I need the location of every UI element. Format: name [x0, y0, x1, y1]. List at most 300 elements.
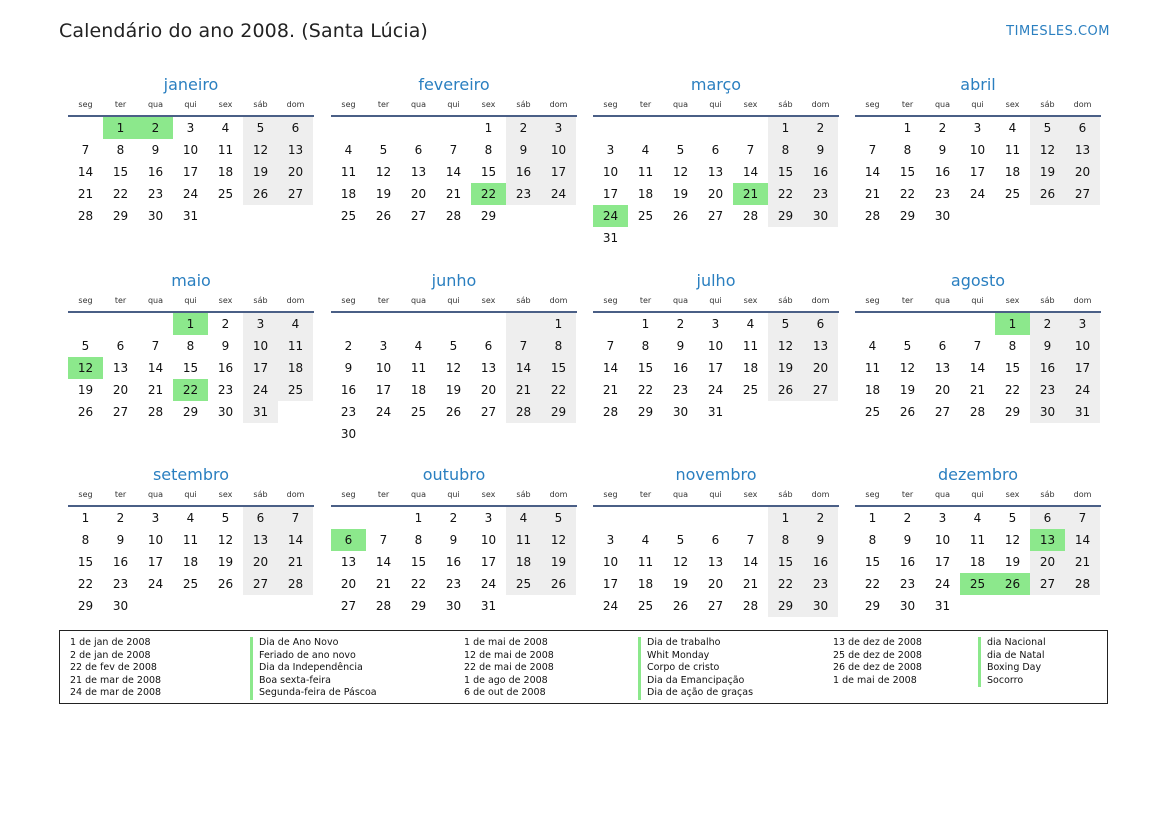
day-cell[interactable]: 27: [934, 405, 951, 419]
day-cell[interactable]: 21: [1065, 551, 1100, 573]
day-cell[interactable]: 19: [672, 577, 689, 591]
day-cell[interactable]: 25: [217, 187, 234, 201]
holiday-day-cell[interactable]: 2: [138, 117, 173, 139]
day-cell[interactable]: 19: [672, 187, 689, 201]
day-cell[interactable]: 6: [278, 117, 313, 139]
day-cell[interactable]: 19: [243, 161, 278, 183]
day-cell[interactable]: 30: [1030, 401, 1065, 423]
day-cell[interactable]: 30: [340, 427, 357, 441]
day-cell[interactable]: 21: [864, 187, 881, 201]
day-cell[interactable]: 23: [899, 577, 916, 591]
day-cell[interactable]: 7: [1065, 507, 1100, 529]
day-cell[interactable]: 25: [410, 405, 427, 419]
day-cell[interactable]: 28: [147, 405, 164, 419]
day-cell[interactable]: 12: [768, 335, 803, 357]
day-cell[interactable]: 31: [182, 209, 199, 223]
day-cell[interactable]: 12: [541, 529, 576, 551]
day-cell[interactable]: 26: [243, 183, 278, 205]
day-cell[interactable]: 26: [541, 573, 576, 595]
day-cell[interactable]: 19: [445, 383, 462, 397]
day-cell[interactable]: 15: [864, 555, 881, 569]
day-cell[interactable]: 26: [375, 209, 392, 223]
day-cell[interactable]: 18: [217, 165, 234, 179]
day-cell[interactable]: 30: [899, 599, 916, 613]
day-cell[interactable]: 21: [742, 577, 759, 591]
day-cell[interactable]: 9: [151, 143, 160, 157]
day-cell[interactable]: 29: [182, 405, 199, 419]
day-cell[interactable]: 7: [449, 143, 458, 157]
day-cell[interactable]: 23: [445, 577, 462, 591]
day-cell[interactable]: 9: [803, 139, 838, 161]
day-cell[interactable]: 9: [676, 339, 685, 353]
day-cell[interactable]: 30: [112, 599, 129, 613]
day-cell[interactable]: 10: [1065, 335, 1100, 357]
day-cell[interactable]: 27: [1065, 183, 1100, 205]
day-cell[interactable]: 23: [147, 187, 164, 201]
day-cell[interactable]: 5: [449, 339, 458, 353]
day-cell[interactable]: 5: [243, 117, 278, 139]
day-cell[interactable]: 3: [711, 317, 720, 331]
day-cell[interactable]: 19: [768, 357, 803, 379]
day-cell[interactable]: 18: [1004, 165, 1021, 179]
day-cell[interactable]: 9: [221, 339, 230, 353]
day-cell[interactable]: 9: [344, 361, 353, 375]
day-cell[interactable]: 22: [1004, 383, 1021, 397]
day-cell[interactable]: 27: [1030, 573, 1065, 595]
day-cell[interactable]: 26: [445, 405, 462, 419]
day-cell[interactable]: 6: [414, 143, 423, 157]
holiday-day-cell[interactable]: 21: [733, 183, 768, 205]
day-cell[interactable]: 22: [410, 577, 427, 591]
day-cell[interactable]: 3: [243, 313, 278, 335]
day-cell[interactable]: 9: [449, 533, 458, 547]
day-cell[interactable]: 8: [641, 339, 650, 353]
day-cell[interactable]: 19: [217, 555, 234, 569]
day-cell[interactable]: 15: [410, 555, 427, 569]
day-cell[interactable]: 25: [1004, 187, 1021, 201]
day-cell[interactable]: 24: [934, 577, 951, 591]
day-cell[interactable]: 13: [112, 361, 129, 375]
day-cell[interactable]: 11: [217, 143, 234, 157]
day-cell[interactable]: 31: [243, 401, 278, 423]
day-cell[interactable]: 3: [606, 533, 615, 547]
day-cell[interactable]: 22: [768, 183, 803, 205]
day-cell[interactable]: 18: [742, 361, 759, 375]
day-cell[interactable]: 22: [112, 187, 129, 201]
day-cell[interactable]: 19: [375, 187, 392, 201]
day-cell[interactable]: 6: [243, 507, 278, 529]
day-cell[interactable]: 2: [344, 339, 353, 353]
day-cell[interactable]: 23: [1030, 379, 1065, 401]
day-cell[interactable]: 23: [506, 183, 541, 205]
day-cell[interactable]: 25: [340, 209, 357, 223]
day-cell[interactable]: 16: [147, 165, 164, 179]
day-cell[interactable]: 15: [768, 551, 803, 573]
day-cell[interactable]: 28: [742, 209, 759, 223]
day-cell[interactable]: 7: [746, 143, 755, 157]
day-cell[interactable]: 10: [541, 139, 576, 161]
day-cell[interactable]: 18: [506, 551, 541, 573]
day-cell[interactable]: 12: [899, 361, 916, 375]
day-cell[interactable]: 13: [1065, 139, 1100, 161]
day-cell[interactable]: 25: [278, 379, 313, 401]
day-cell[interactable]: 14: [278, 529, 313, 551]
day-cell[interactable]: 1: [484, 121, 493, 135]
day-cell[interactable]: 18: [637, 187, 654, 201]
holiday-day-cell[interactable]: 1: [103, 117, 138, 139]
day-cell[interactable]: 22: [768, 573, 803, 595]
day-cell[interactable]: 12: [672, 165, 689, 179]
day-cell[interactable]: 26: [768, 379, 803, 401]
day-cell[interactable]: 20: [707, 577, 724, 591]
day-cell[interactable]: 20: [1030, 551, 1065, 573]
day-cell[interactable]: 13: [340, 555, 357, 569]
day-cell[interactable]: 4: [973, 511, 982, 525]
day-cell[interactable]: 19: [1004, 555, 1021, 569]
day-cell[interactable]: 12: [375, 165, 392, 179]
day-cell[interactable]: 19: [1030, 161, 1065, 183]
day-cell[interactable]: 19: [541, 551, 576, 573]
day-cell[interactable]: 20: [340, 577, 357, 591]
day-cell[interactable]: 24: [1065, 379, 1100, 401]
day-cell[interactable]: 14: [77, 165, 94, 179]
day-cell[interactable]: 15: [637, 361, 654, 375]
day-cell[interactable]: 12: [1004, 533, 1021, 547]
day-cell[interactable]: 24: [602, 599, 619, 613]
day-cell[interactable]: 2: [449, 511, 458, 525]
day-cell[interactable]: 22: [864, 577, 881, 591]
day-cell[interactable]: 7: [278, 507, 313, 529]
day-cell[interactable]: 21: [375, 577, 392, 591]
day-cell[interactable]: 15: [480, 165, 497, 179]
day-cell[interactable]: 27: [803, 379, 838, 401]
day-cell[interactable]: 4: [186, 511, 195, 525]
day-cell[interactable]: 5: [379, 143, 388, 157]
day-cell[interactable]: 7: [868, 143, 877, 157]
day-cell[interactable]: 3: [541, 117, 576, 139]
day-cell[interactable]: 11: [742, 339, 759, 353]
day-cell[interactable]: 21: [969, 383, 986, 397]
day-cell[interactable]: 29: [768, 595, 803, 617]
day-cell[interactable]: 24: [243, 379, 278, 401]
day-cell[interactable]: 21: [445, 187, 462, 201]
day-cell[interactable]: 24: [969, 187, 986, 201]
day-cell[interactable]: 28: [278, 573, 313, 595]
day-cell[interactable]: 21: [602, 383, 619, 397]
holiday-day-cell[interactable]: 24: [593, 205, 628, 227]
day-cell[interactable]: 11: [182, 533, 199, 547]
day-cell[interactable]: 3: [379, 339, 388, 353]
day-cell[interactable]: 28: [445, 209, 462, 223]
day-cell[interactable]: 1: [768, 507, 803, 529]
day-cell[interactable]: 13: [243, 529, 278, 551]
day-cell[interactable]: 16: [112, 555, 129, 569]
day-cell[interactable]: 2: [803, 507, 838, 529]
day-cell[interactable]: 18: [969, 555, 986, 569]
day-cell[interactable]: 4: [1008, 121, 1017, 135]
day-cell[interactable]: 18: [182, 555, 199, 569]
day-cell[interactable]: 2: [506, 117, 541, 139]
day-cell[interactable]: 18: [278, 357, 313, 379]
day-cell[interactable]: 28: [864, 209, 881, 223]
day-cell[interactable]: 19: [77, 383, 94, 397]
day-cell[interactable]: 18: [864, 383, 881, 397]
day-cell[interactable]: 4: [641, 533, 650, 547]
day-cell[interactable]: 7: [506, 335, 541, 357]
day-cell[interactable]: 29: [1004, 405, 1021, 419]
day-cell[interactable]: 16: [803, 161, 838, 183]
day-cell[interactable]: 27: [707, 209, 724, 223]
day-cell[interactable]: 12: [672, 555, 689, 569]
day-cell[interactable]: 29: [864, 599, 881, 613]
day-cell[interactable]: 4: [746, 317, 755, 331]
day-cell[interactable]: 4: [278, 313, 313, 335]
day-cell[interactable]: 10: [934, 533, 951, 547]
day-cell[interactable]: 6: [711, 143, 720, 157]
day-cell[interactable]: 16: [899, 555, 916, 569]
day-cell[interactable]: 8: [414, 533, 423, 547]
holiday-day-cell[interactable]: 1: [995, 313, 1030, 335]
day-cell[interactable]: 30: [217, 405, 234, 419]
day-cell[interactable]: 17: [375, 383, 392, 397]
day-cell[interactable]: 16: [1030, 357, 1065, 379]
day-cell[interactable]: 7: [606, 339, 615, 353]
day-cell[interactable]: 4: [506, 507, 541, 529]
day-cell[interactable]: 28: [506, 401, 541, 423]
day-cell[interactable]: 12: [217, 533, 234, 547]
day-cell[interactable]: 16: [934, 165, 951, 179]
day-cell[interactable]: 27: [480, 405, 497, 419]
day-cell[interactable]: 19: [899, 383, 916, 397]
day-cell[interactable]: 3: [1065, 313, 1100, 335]
day-cell[interactable]: 9: [803, 529, 838, 551]
day-cell[interactable]: 23: [112, 577, 129, 591]
day-cell[interactable]: 17: [969, 165, 986, 179]
day-cell[interactable]: 28: [375, 599, 392, 613]
day-cell[interactable]: 28: [742, 599, 759, 613]
day-cell[interactable]: 13: [707, 165, 724, 179]
day-cell[interactable]: 10: [969, 143, 986, 157]
day-cell[interactable]: 15: [112, 165, 129, 179]
day-cell[interactable]: 22: [637, 383, 654, 397]
day-cell[interactable]: 27: [243, 573, 278, 595]
day-cell[interactable]: 8: [81, 533, 90, 547]
day-cell[interactable]: 21: [147, 383, 164, 397]
day-cell[interactable]: 14: [375, 555, 392, 569]
day-cell[interactable]: 2: [221, 317, 230, 331]
day-cell[interactable]: 31: [934, 599, 951, 613]
holiday-day-cell[interactable]: 6: [331, 529, 366, 551]
day-cell[interactable]: 13: [480, 361, 497, 375]
day-cell[interactable]: 17: [243, 357, 278, 379]
day-cell[interactable]: 15: [182, 361, 199, 375]
day-cell[interactable]: 29: [541, 401, 576, 423]
day-cell[interactable]: 10: [375, 361, 392, 375]
day-cell[interactable]: 17: [1065, 357, 1100, 379]
day-cell[interactable]: 15: [541, 357, 576, 379]
day-cell[interactable]: 9: [903, 533, 912, 547]
day-cell[interactable]: 4: [344, 143, 353, 157]
day-cell[interactable]: 26: [1030, 183, 1065, 205]
day-cell[interactable]: 3: [973, 121, 982, 135]
day-cell[interactable]: 3: [186, 121, 195, 135]
day-cell[interactable]: 7: [81, 143, 90, 157]
day-cell[interactable]: 16: [803, 551, 838, 573]
day-cell[interactable]: 1: [81, 511, 90, 525]
day-cell[interactable]: 2: [803, 117, 838, 139]
day-cell[interactable]: 7: [151, 339, 160, 353]
day-cell[interactable]: 17: [480, 555, 497, 569]
day-cell[interactable]: 20: [112, 383, 129, 397]
day-cell[interactable]: 10: [602, 555, 619, 569]
day-cell[interactable]: 28: [1065, 573, 1100, 595]
day-cell[interactable]: 6: [938, 339, 947, 353]
day-cell[interactable]: 23: [340, 405, 357, 419]
day-cell[interactable]: 2: [1030, 313, 1065, 335]
day-cell[interactable]: 23: [803, 573, 838, 595]
day-cell[interactable]: 25: [637, 599, 654, 613]
day-cell[interactable]: 1: [414, 511, 423, 525]
day-cell[interactable]: 24: [375, 405, 392, 419]
day-cell[interactable]: 15: [899, 165, 916, 179]
day-cell[interactable]: 4: [868, 339, 877, 353]
day-cell[interactable]: 16: [340, 383, 357, 397]
day-cell[interactable]: 1: [903, 121, 912, 135]
day-cell[interactable]: 26: [77, 405, 94, 419]
day-cell[interactable]: 1: [868, 511, 877, 525]
day-cell[interactable]: 8: [1008, 339, 1017, 353]
day-cell[interactable]: 6: [803, 313, 838, 335]
day-cell[interactable]: 27: [707, 599, 724, 613]
day-cell[interactable]: 29: [637, 405, 654, 419]
day-cell[interactable]: 20: [707, 187, 724, 201]
day-cell[interactable]: 8: [903, 143, 912, 157]
day-cell[interactable]: 25: [637, 209, 654, 223]
day-cell[interactable]: 6: [711, 533, 720, 547]
day-cell[interactable]: 5: [221, 511, 230, 525]
day-cell[interactable]: 24: [541, 183, 576, 205]
day-cell[interactable]: 9: [506, 139, 541, 161]
holiday-day-cell[interactable]: 25: [960, 573, 995, 595]
day-cell[interactable]: 3: [606, 143, 615, 157]
day-cell[interactable]: 8: [186, 339, 195, 353]
day-cell[interactable]: 11: [637, 555, 654, 569]
day-cell[interactable]: 29: [410, 599, 427, 613]
day-cell[interactable]: 21: [506, 379, 541, 401]
day-cell[interactable]: 8: [868, 533, 877, 547]
day-cell[interactable]: 31: [707, 405, 724, 419]
day-cell[interactable]: 1: [768, 117, 803, 139]
day-cell[interactable]: 20: [1065, 161, 1100, 183]
day-cell[interactable]: 5: [676, 143, 685, 157]
day-cell[interactable]: 9: [1030, 335, 1065, 357]
day-cell[interactable]: 14: [864, 165, 881, 179]
day-cell[interactable]: 30: [803, 595, 838, 617]
day-cell[interactable]: 14: [969, 361, 986, 375]
day-cell[interactable]: 14: [742, 165, 759, 179]
day-cell[interactable]: 15: [768, 161, 803, 183]
day-cell[interactable]: 18: [637, 577, 654, 591]
day-cell[interactable]: 10: [602, 165, 619, 179]
day-cell[interactable]: 5: [768, 313, 803, 335]
day-cell[interactable]: 23: [803, 183, 838, 205]
day-cell[interactable]: 24: [480, 577, 497, 591]
day-cell[interactable]: 12: [243, 139, 278, 161]
day-cell[interactable]: 22: [77, 577, 94, 591]
day-cell[interactable]: 18: [340, 187, 357, 201]
day-cell[interactable]: 10: [182, 143, 199, 157]
day-cell[interactable]: 28: [77, 209, 94, 223]
day-cell[interactable]: 21: [278, 551, 313, 573]
day-cell[interactable]: 5: [1030, 117, 1065, 139]
day-cell[interactable]: 20: [243, 551, 278, 573]
day-cell[interactable]: 7: [379, 533, 388, 547]
brand-link[interactable]: TIMESLES.COM: [1006, 24, 1110, 39]
day-cell[interactable]: 8: [768, 139, 803, 161]
day-cell[interactable]: 31: [480, 599, 497, 613]
day-cell[interactable]: 20: [278, 161, 313, 183]
day-cell[interactable]: 30: [672, 405, 689, 419]
day-cell[interactable]: 20: [803, 357, 838, 379]
day-cell[interactable]: 5: [541, 507, 576, 529]
day-cell[interactable]: 16: [217, 361, 234, 375]
day-cell[interactable]: 3: [151, 511, 160, 525]
holiday-day-cell[interactable]: 13: [1030, 529, 1065, 551]
day-cell[interactable]: 14: [445, 165, 462, 179]
day-cell[interactable]: 1: [541, 313, 576, 335]
day-cell[interactable]: 25: [864, 405, 881, 419]
day-cell[interactable]: 20: [934, 383, 951, 397]
day-cell[interactable]: 1: [641, 317, 650, 331]
day-cell[interactable]: 4: [414, 339, 423, 353]
day-cell[interactable]: 6: [1065, 117, 1100, 139]
day-cell[interactable]: 9: [116, 533, 125, 547]
holiday-day-cell[interactable]: 26: [995, 573, 1030, 595]
day-cell[interactable]: 5: [1008, 511, 1017, 525]
day-cell[interactable]: 29: [899, 209, 916, 223]
day-cell[interactable]: 10: [243, 335, 278, 357]
day-cell[interactable]: 15: [1004, 361, 1021, 375]
day-cell[interactable]: 24: [182, 187, 199, 201]
day-cell[interactable]: 4: [221, 121, 230, 135]
day-cell[interactable]: 11: [278, 335, 313, 357]
day-cell[interactable]: 17: [707, 361, 724, 375]
day-cell[interactable]: 14: [506, 357, 541, 379]
day-cell[interactable]: 11: [864, 361, 881, 375]
day-cell[interactable]: 3: [484, 511, 493, 525]
day-cell[interactable]: 13: [934, 361, 951, 375]
day-cell[interactable]: 5: [903, 339, 912, 353]
day-cell[interactable]: 6: [116, 339, 125, 353]
day-cell[interactable]: 21: [77, 187, 94, 201]
day-cell[interactable]: 17: [602, 577, 619, 591]
day-cell[interactable]: 25: [742, 383, 759, 397]
day-cell[interactable]: 10: [147, 533, 164, 547]
day-cell[interactable]: 17: [147, 555, 164, 569]
holiday-day-cell[interactable]: 22: [471, 183, 506, 205]
day-cell[interactable]: 30: [445, 599, 462, 613]
day-cell[interactable]: 5: [81, 339, 90, 353]
day-cell[interactable]: 5: [676, 533, 685, 547]
day-cell[interactable]: 14: [602, 361, 619, 375]
day-cell[interactable]: 29: [112, 209, 129, 223]
day-cell[interactable]: 23: [672, 383, 689, 397]
day-cell[interactable]: 31: [602, 231, 619, 245]
day-cell[interactable]: 28: [602, 405, 619, 419]
day-cell[interactable]: 11: [969, 533, 986, 547]
day-cell[interactable]: 18: [410, 383, 427, 397]
day-cell[interactable]: 15: [77, 555, 94, 569]
